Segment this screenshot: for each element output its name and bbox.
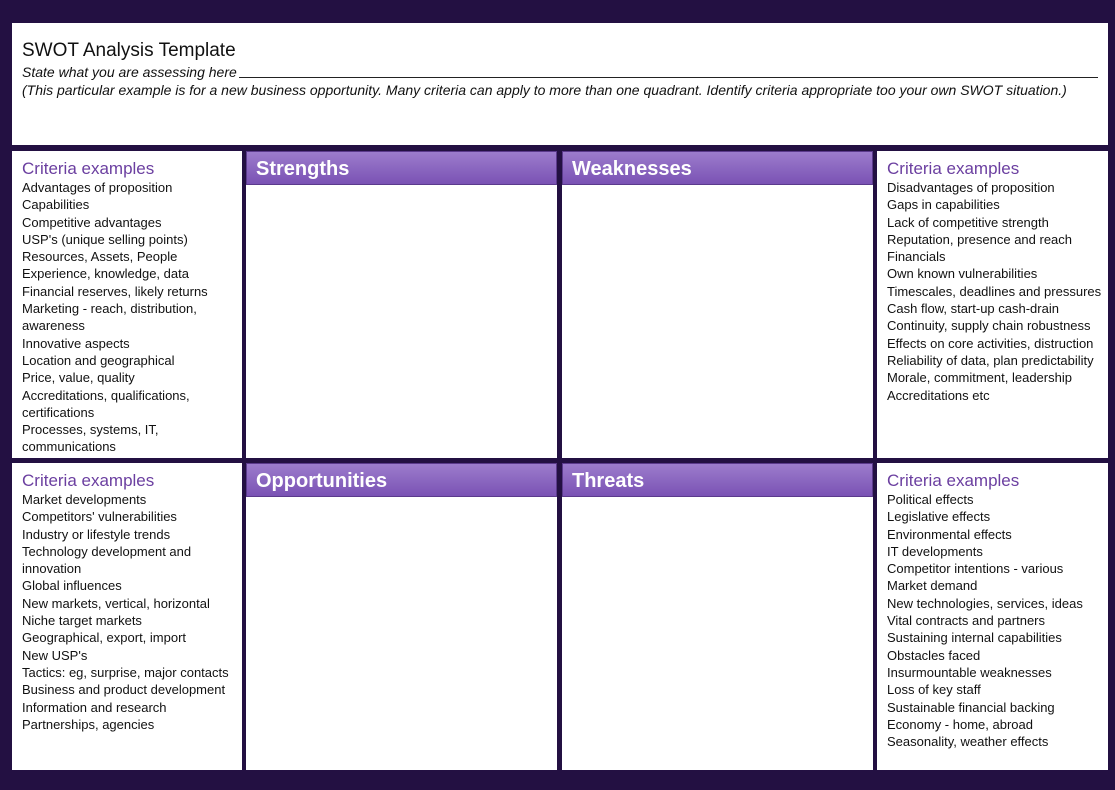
criteria-item: Capabilities: [22, 197, 90, 213]
criteria-item: Experience, knowledge, data: [22, 266, 189, 282]
criteria-opportunities: [12, 463, 242, 770]
criteria-item: Sustainable financial backing: [887, 699, 1055, 715]
criteria-item: Reliability of data, plan predictability: [887, 352, 1094, 368]
criteria-item: Reputation, presence and reach: [887, 231, 1073, 247]
assess-prompt: State what you are assessing here: [22, 64, 237, 80]
criteria-item: Niche target markets: [22, 613, 142, 629]
quadrant-weaknesses[interactable]: [562, 151, 873, 458]
criteria-item: New markets, vertical, horizontal: [22, 595, 210, 611]
criteria-item: Economy - home, abroad: [887, 716, 1033, 732]
quadrant-header-opportunities: Opportunities: [246, 463, 557, 497]
criteria-item: Competitors' vulnerabilities: [22, 509, 177, 525]
criteria-item: Information and research: [22, 699, 167, 715]
criteria-title: Criteria examples: [22, 471, 155, 490]
criteria-item: Competitive advantages: [22, 214, 162, 230]
criteria-threats: [877, 463, 1108, 770]
criteria-item: Morale, commitment, leadership: [887, 370, 1072, 386]
criteria-item: Obstacles faced: [887, 647, 981, 663]
criteria-item: Location and geographical: [22, 352, 175, 368]
criteria-item: Price, value, quality: [22, 370, 135, 386]
template-note: (This particular example is for a new business opportunity. Many criteria can apply to more than one quadrant. Identify criteria appropriate too your own SWOT situation.): [22, 82, 1067, 98]
criteria-item: Environmental effects: [887, 526, 1012, 542]
assess-fill-in-rule[interactable]: [239, 63, 1098, 78]
criteria-item: Partnerships, agencies: [22, 716, 155, 732]
criteria-item: Vital contracts and partners: [887, 613, 1046, 629]
criteria-item: Geographical, export, import: [22, 630, 187, 646]
criteria-strengths: [12, 151, 242, 458]
criteria-item: Innovative aspects: [22, 335, 130, 351]
criteria-item: Loss of key staff: [887, 682, 981, 698]
criteria-item: New USP's: [22, 647, 88, 663]
criteria-item: Timescales, deadlines and pressures: [887, 283, 1102, 299]
criteria-list: [22, 179, 242, 456]
criteria-item: Legislative effects: [887, 509, 991, 525]
criteria-title: Criteria examples: [887, 471, 1020, 490]
assessment-line: [22, 63, 1098, 81]
criteria-item: Market developments: [22, 492, 147, 507]
criteria-item: New technologies, services, ideas: [887, 595, 1083, 611]
criteria-item: Industry or lifestyle trends: [22, 526, 171, 542]
template-header: [12, 23, 1108, 145]
criteria-title: Criteria examples: [887, 159, 1020, 178]
criteria-item: Financials: [887, 249, 946, 265]
criteria-weaknesses: [877, 151, 1108, 458]
quadrant-header-strengths: Strengths: [246, 151, 557, 185]
criteria-item: Marketing - reach, distribution, awareness: [22, 301, 197, 334]
criteria-item: Tactics: eg, surprise, major contacts: [22, 664, 229, 680]
criteria-item: Sustaining internal capabilities: [887, 630, 1062, 646]
criteria-item: Political effects: [887, 492, 974, 507]
criteria-list: [887, 179, 1108, 404]
criteria-item: Disadvantages of proposition: [887, 180, 1055, 195]
criteria-list: [887, 491, 1108, 750]
criteria-item: Financial reserves, likely returns: [22, 283, 208, 299]
quadrant-threats[interactable]: [562, 463, 873, 770]
page-title: SWOT Analysis Template: [22, 40, 236, 61]
criteria-item: Advantages of proposition: [22, 180, 173, 195]
criteria-item: Lack of competitive strength: [887, 214, 1049, 230]
criteria-item: IT developments: [887, 543, 983, 559]
criteria-title: Criteria examples: [22, 159, 155, 178]
criteria-item: Seasonality, weather effects: [887, 734, 1049, 750]
criteria-item: Business and product development: [22, 682, 226, 698]
quadrant-strengths[interactable]: [246, 151, 557, 458]
criteria-item: Competitor intentions - various: [887, 561, 1064, 577]
criteria-item: Cash flow, start-up cash-drain: [887, 301, 1059, 317]
criteria-item: Insurmountable weaknesses: [887, 664, 1052, 680]
criteria-item: Accreditations, qualifications, certifications: [22, 387, 190, 420]
criteria-item: Gaps in capabilities: [887, 197, 1000, 213]
quadrant-header-threats: Threats: [562, 463, 873, 497]
quadrant-opportunities[interactable]: [246, 463, 557, 770]
criteria-item: Global influences: [22, 578, 122, 594]
criteria-item: Technology development and innovation: [22, 543, 192, 577]
criteria-item: Market demand: [887, 578, 978, 594]
criteria-list: [22, 491, 242, 733]
criteria-item: Own known vulnerabilities: [887, 266, 1038, 282]
criteria-item: Resources, Assets, People: [22, 249, 178, 265]
criteria-item: USP's (unique selling points): [22, 231, 188, 247]
criteria-item: Continuity, supply chain robustness: [887, 318, 1091, 334]
criteria-item: Accreditations etc: [887, 387, 990, 403]
quadrant-header-weaknesses: Weaknesses: [562, 151, 873, 185]
criteria-item: Effects on core activities, distruction: [887, 335, 1094, 351]
criteria-item: Processes, systems, IT, communications: [22, 422, 159, 455]
